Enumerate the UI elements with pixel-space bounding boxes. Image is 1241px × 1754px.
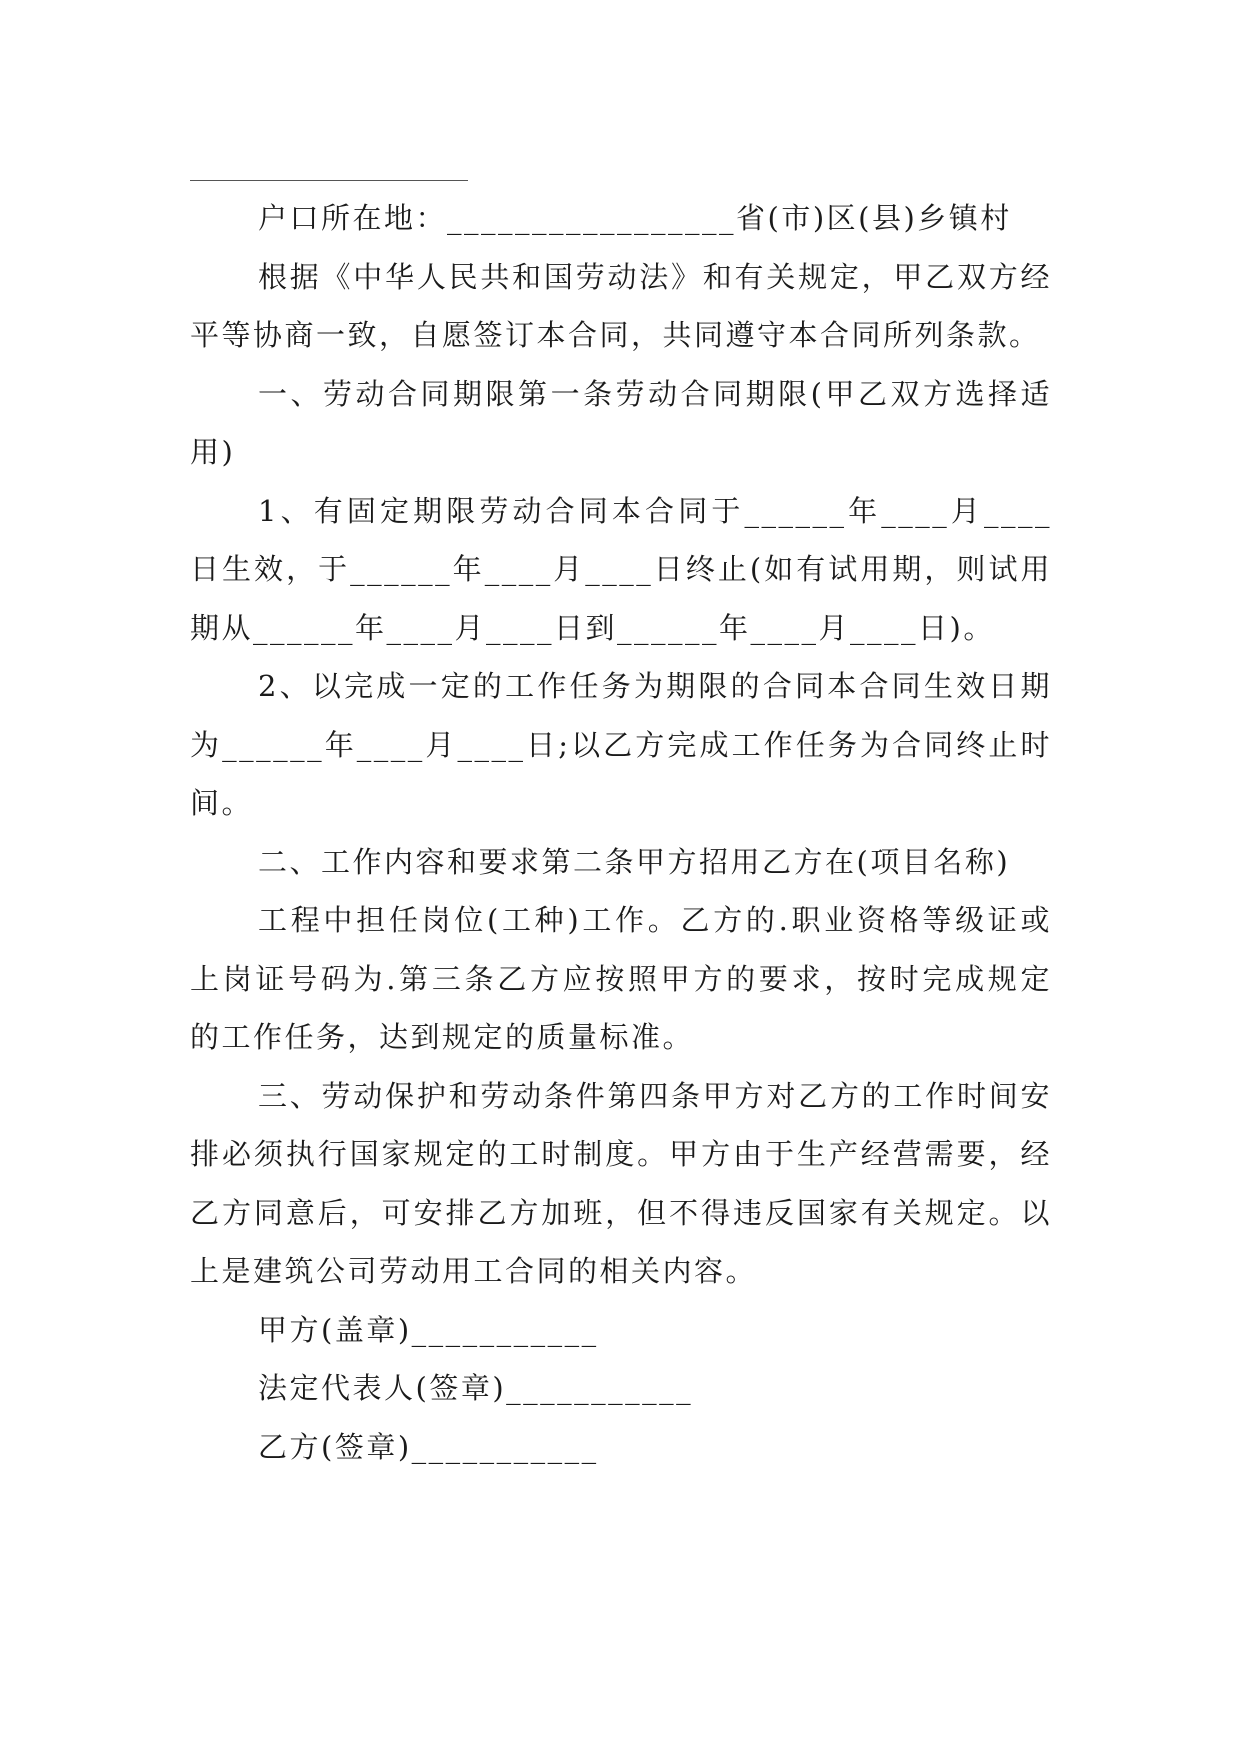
paragraph-item-2: 2、以完成一定的工作任务为期限的合同本合同生效日期为______年____月____日;以乙方完成工作任务为合同终止时间。 <box>190 669 1052 820</box>
paragraph-section-2: 二、工作内容和要求第二条甲方招用乙方在(项目名称) <box>258 844 1011 879</box>
paragraph-basis: 根据《中华人民共和国劳动法》和有关规定，甲乙双方经平等协商一致，自愿签订本合同，共同遵守本合同所列条款。 <box>190 259 1052 352</box>
paragraph-hukou: 户口所在地：_________________省(市)区(县)乡镇村 <box>258 201 1012 235</box>
paragraph-section-1: 一、劳动合同期限第一条劳动合同期限(甲乙双方选择适用) <box>190 376 1052 469</box>
paragraph-section-2b: 工程中担任岗位(工种)工作。乙方的.职业资格等级证或上岗证号码为.第三条乙方应按照甲方的要求，按时完成规定的工作任务，达到规定的质量标准。 <box>190 903 1052 1054</box>
signature-party-a: 甲方(盖章)___________ <box>258 1312 599 1347</box>
document-page <box>190 160 1052 1476</box>
paragraph-section-3: 三、劳动保护和劳动条件第四条甲方对乙方的工作时间安排必须执行国家规定的工时制度。甲方由于生产经营需要，经乙方同意后，可安排乙方加班，但不得违反国家有关规定。以上是建筑公司劳动用工合同的相关内容。 <box>190 1078 1052 1288</box>
paragraph-item-1: 1、有固定期限劳动合同本合同于______年____月____日生效，于______年____月____日终止(如有试用期，则试用期从______年____月____日到______年____月____日)。 <box>190 493 1052 645</box>
signature-block <box>190 1301 1052 1477</box>
signature-legal-rep: 法定代表人(签章)___________ <box>258 1371 694 1405</box>
signature-party-b: 乙方(签章)___________ <box>258 1429 599 1464</box>
top-rule <box>190 160 1052 189</box>
